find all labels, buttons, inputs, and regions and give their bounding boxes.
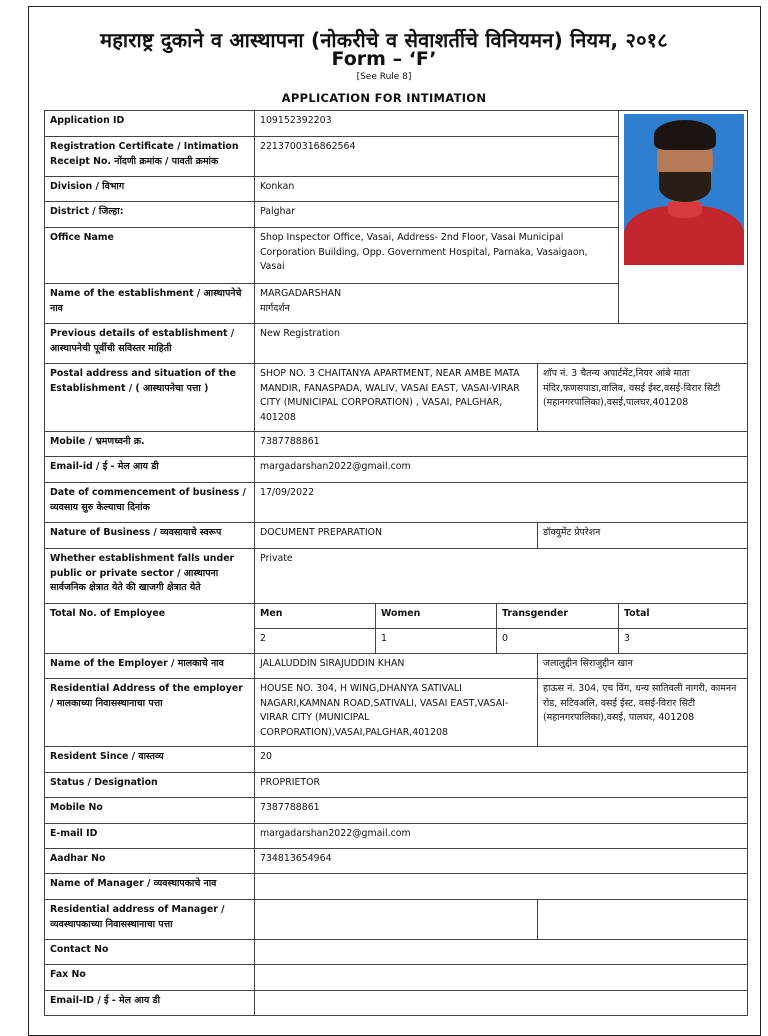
nature-of-business-english: DOCUMENT PREPARATION <box>255 523 538 549</box>
contact-no-value <box>255 940 748 965</box>
division-value: Konkan <box>255 177 619 202</box>
nature-of-business-marathi: डॉक्युमेंट प्रेपरेशन <box>538 523 748 549</box>
aadhar-label: Aadhar No <box>45 849 255 874</box>
fax-no-label: Fax No <box>45 965 255 991</box>
registration-value: 2213700316862564 <box>255 137 619 177</box>
commencement-value: 17/09/2022 <box>255 483 748 523</box>
mobile-value: 7387788861 <box>255 432 748 457</box>
row-email-id <box>45 824 748 849</box>
mobile-label: Mobile / भ्रमणध्वनी क्र. <box>45 432 255 457</box>
marathi-title: महाराष्ट्र दुकाने व आस्थापना (नोकरीचे व सेवाशर्तीचे विनियमन) नियम, २०१८ <box>100 28 668 52</box>
row-mobile <box>45 432 748 457</box>
row-postal-address <box>45 364 748 432</box>
email-id-label: E-mail ID <box>45 824 255 849</box>
district-value: Palghar <box>255 202 619 228</box>
mobile-no-value: 7387788861 <box>255 798 748 824</box>
establishment-name-english: MARGADARSHAN <box>260 288 342 299</box>
form-subtitle: APPLICATION FOR INTIMATION <box>281 91 487 105</box>
email-id-2-label: Email-ID / ई - मेल आय डी <box>45 991 255 1016</box>
employer-address-label: Residential Address of the employer / मालकाच्या निवासस्थानाचा पत्ता <box>45 679 255 747</box>
row-employer-name <box>45 654 748 679</box>
manager-address-label: Residential address of Manager / व्यवस्थापकाच्या निवासस्थानाचा पत्ता <box>45 900 255 940</box>
employer-name-label: Name of the Employer / मालकाचे नाव <box>45 654 255 679</box>
sector-value: Private <box>255 549 748 604</box>
application-table <box>44 110 748 1016</box>
employees-header-women: Women <box>376 604 497 629</box>
postal-address-english: SHOP NO. 3 CHAITANYA APARTMENT, NEAR AMBE MATA MANDIR, FANASPADA, WALIV, VASAI EAST, VASAI-VIRAR CITY (MUNICIPAL CORPORATION) , VASAI, PALGHAR, 401208 <box>255 364 538 432</box>
row-previous-details <box>45 324 748 364</box>
row-manager-address <box>45 900 748 940</box>
rule-reference: [See Rule 8] <box>356 72 412 82</box>
employees-label: Total No. of Employee <box>45 604 255 654</box>
fax-no-value <box>255 965 748 991</box>
district-label: District / जिल्हा: <box>45 202 255 228</box>
aadhar-value: 734813654964 <box>255 849 748 874</box>
employees-total: 3 <box>619 629 748 654</box>
form-title: Form – ‘F’ <box>331 48 437 70</box>
postal-address-marathi: शॉप नं. 3 चैतन्य अपार्टमेंट,नियर आंबे माता मंदिर,फणसपाडा,वालिव, वसई ईस्ट,वसई-विरार सिटी (महानगरपालिका),वसई,पालघर,401208 <box>538 364 748 432</box>
row-resident-since <box>45 747 748 773</box>
employer-address-english: HOUSE NO. 304, H WING,DHANYA SATIVALI NAGARI,KAMNAN ROAD,SATIVALI, VASAI EAST,VASAI-VIRAR CITY (MUNICIPAL CORPORATION),VASAI,PALGHAR,401208 <box>255 679 538 747</box>
resident-since-label: Resident Since / वास्तव्य <box>45 747 255 773</box>
email-value: margadarshan2022@gmail.com <box>255 457 748 483</box>
applicant-photo-icon <box>624 114 744 265</box>
manager-address-english <box>255 900 538 940</box>
manager-address-marathi <box>538 900 748 940</box>
row-email-id-2 <box>45 991 748 1016</box>
photo-cell <box>619 111 748 324</box>
row-fax-no <box>45 965 748 991</box>
application-id-label: Application ID <box>45 111 255 137</box>
status-label: Status / Designation <box>45 773 255 798</box>
nature-of-business-label: Nature of Business / व्यवसायाचे स्वरूप <box>45 523 255 549</box>
office-name-label: Office Name <box>45 228 255 284</box>
row-aadhar <box>45 849 748 874</box>
manager-name-value <box>255 874 748 900</box>
sector-label: Whether establishment falls under public or private sector / आस्थापना सार्वजनिक क्षेत्रात येते की खाजगी क्षेत्रात येते <box>45 549 255 604</box>
employees-women: 1 <box>376 629 497 654</box>
division-label: Division / विभाग <box>45 177 255 202</box>
employees-transgender: 0 <box>497 629 619 654</box>
resident-since-value: 20 <box>255 747 748 773</box>
row-application-id <box>45 111 748 137</box>
row-sector <box>45 549 748 604</box>
registration-label: Registration Certificate / Intimation Receipt No. नोंदणी क्रमांक / पावती क्रमांक <box>45 137 255 177</box>
row-nature-of-business <box>45 523 748 549</box>
row-employer-address <box>45 679 748 747</box>
mobile-no-label: Mobile No <box>45 798 255 824</box>
postal-address-label: Postal address and situation of the Establishment / ( आस्थापनेचा पत्ता ) <box>45 364 255 432</box>
row-email <box>45 457 748 483</box>
employer-name-marathi: जलालुद्दीन सिराजुद्दीन खान <box>538 654 748 679</box>
office-name-value: Shop Inspector Office, Vasai, Address- 2nd Floor, Vasai Municipal Corporation Building, Opp. Government Hospital, Parnaka, Vasaigaon, Vasai <box>255 228 619 284</box>
email-id-2-value <box>255 991 748 1016</box>
email-label: Email-id / ई - मेल आय डी <box>45 457 255 483</box>
commencement-label: Date of commencement of business / व्यवसाय सुरु केल्याचा दिनांक <box>45 483 255 523</box>
row-manager-name <box>45 874 748 900</box>
contact-no-label: Contact No <box>45 940 255 965</box>
establishment-name-value <box>255 284 619 324</box>
application-id-value: 109152392203 <box>255 111 619 137</box>
row-status <box>45 773 748 798</box>
previous-details-value: New Registration <box>255 324 748 364</box>
manager-name-label: Name of Manager / व्यवस्थापकाचे नाव <box>45 874 255 900</box>
employees-header-transgender: Transgender <box>497 604 619 629</box>
row-commencement <box>45 483 748 523</box>
employer-name-english: JALALUDDIN SIRAJUDDIN KHAN <box>255 654 538 679</box>
employees-header-total: Total <box>619 604 748 629</box>
establishment-name-label: Name of the establishment / आस्थापनेचे नाव <box>45 284 255 324</box>
row-contact-no <box>45 940 748 965</box>
row-mobile-no <box>45 798 748 824</box>
employees-men: 2 <box>255 629 376 654</box>
email-id-value: margadarshan2022@gmail.com <box>255 824 748 849</box>
employer-address-marathi: हाऊस नं. 304, एच विंग, धन्य सातिवली नागरी, कामनन रोड, सटिवअलि, वसई ईस्ट, वसई-विरार सिटी (महानगरपालिका),वसई, पालघर, 401208 <box>538 679 748 747</box>
establishment-name-marathi: मार्गदर्शन <box>260 302 290 314</box>
employees-header-men: Men <box>255 604 376 629</box>
previous-details-label: Previous details of establishment / आस्थापनेची पूर्वीची सविस्तर माहिती <box>45 324 255 364</box>
row-employee-headers <box>45 604 748 629</box>
status-value: PROPRIETOR <box>255 773 748 798</box>
